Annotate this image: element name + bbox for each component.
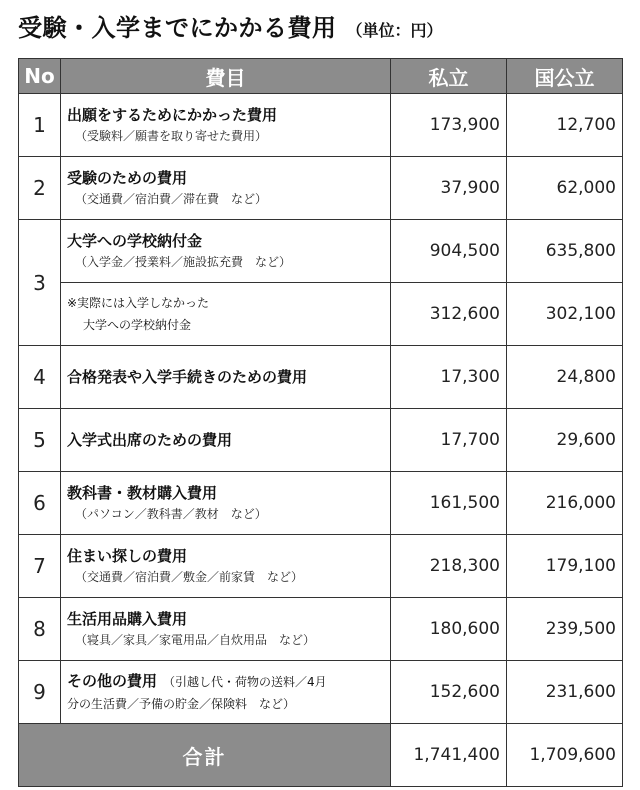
total-private: 1,741,400 <box>391 724 507 787</box>
item-title: 教科書・教材購入費用 <box>67 484 218 502</box>
header-private: 私立 <box>391 59 507 94</box>
public-cost: 12,700 <box>507 94 623 157</box>
item-title-line <box>67 670 384 693</box>
item-subtitle: （交通費／宿泊費／敷金／前家賃 など） <box>75 570 304 584</box>
header-item: 費目 <box>61 59 391 94</box>
private-cost: 17,300 <box>391 346 507 409</box>
table-row <box>19 598 623 661</box>
table-row <box>19 661 623 724</box>
item-title: 出願をするためにかかった費用 <box>67 106 278 124</box>
header-public: 国公立 <box>507 59 623 94</box>
title-text: 受験・入学までにかかる費用 <box>18 14 337 42</box>
private-cost: 37,900 <box>391 157 507 220</box>
unit-label: （単位：円） <box>346 21 443 40</box>
table-row <box>19 472 623 535</box>
cost-table <box>18 58 623 787</box>
item-subtitle: （寝具／家具／家電用品／自炊用品 など） <box>75 633 316 647</box>
item-subtitle: （パソコン／教科書／教材 など） <box>75 507 267 521</box>
item-title: 大学への学校納付金 <box>67 232 203 250</box>
row-item <box>61 94 391 157</box>
item-subtitle: 分の生活費／予備の貯金／保険料 など） <box>67 696 296 711</box>
item-subtitle: （交通費／宿泊費／滞在費 など） <box>75 192 268 206</box>
table-row <box>19 409 623 472</box>
total-label: 合計 <box>19 724 391 787</box>
item-title: 住まい探しの費用 <box>67 547 188 565</box>
public-cost: 231,600 <box>507 661 623 724</box>
private-cost: 17,700 <box>391 409 507 472</box>
row-no: 9 <box>19 661 61 724</box>
row-item <box>61 661 391 724</box>
private-cost: 161,500 <box>391 472 507 535</box>
public-cost: 216,000 <box>507 472 623 535</box>
table-row-note <box>19 283 623 346</box>
total-public: 1,709,600 <box>507 724 623 787</box>
item-title: 生活用品購入費用 <box>67 610 188 628</box>
table-row <box>19 94 623 157</box>
private-cost: 904,500 <box>391 220 507 283</box>
private-cost: 312,600 <box>391 283 507 346</box>
row-no: 8 <box>19 598 61 661</box>
item-title: 受験のための費用 <box>67 169 188 187</box>
row-no: 5 <box>19 409 61 472</box>
row-item <box>61 598 391 661</box>
private-cost: 152,600 <box>391 661 507 724</box>
item-title: 入学式出席のための費用 <box>67 431 233 449</box>
note-line-1: ※実際には入学しなかった <box>67 296 210 310</box>
public-cost: 62,000 <box>507 157 623 220</box>
table-row <box>19 346 623 409</box>
item-title: その他の費用 <box>67 671 158 690</box>
public-cost: 29,600 <box>507 409 623 472</box>
row-note <box>61 283 391 346</box>
public-cost: 179,100 <box>507 535 623 598</box>
row-item <box>61 535 391 598</box>
row-item <box>61 157 391 220</box>
header-no: No <box>19 59 61 94</box>
item-title: 合格発表や入学手続きのための費用 <box>67 368 308 386</box>
private-cost: 180,600 <box>391 598 507 661</box>
public-cost: 24,800 <box>507 346 623 409</box>
row-item <box>61 409 391 472</box>
private-cost: 218,300 <box>391 535 507 598</box>
total-row <box>19 724 623 787</box>
item-inline-note: （引越し代・荷物の送料／4月 <box>163 674 327 689</box>
row-no: 1 <box>19 94 61 157</box>
note-line-2: 大学への学校納付金 <box>83 318 192 332</box>
row-item <box>61 472 391 535</box>
row-no: 6 <box>19 472 61 535</box>
row-no: 7 <box>19 535 61 598</box>
table-row <box>19 220 623 283</box>
private-cost: 173,900 <box>391 94 507 157</box>
public-cost: 302,100 <box>507 283 623 346</box>
public-cost: 635,800 <box>507 220 623 283</box>
row-item <box>61 220 391 283</box>
page-title <box>18 8 443 48</box>
table-row <box>19 157 623 220</box>
row-no: 3 <box>19 220 61 346</box>
item-subtitle: （受験料／願書を取り寄せた費用） <box>75 129 268 143</box>
row-no: 4 <box>19 346 61 409</box>
item-subtitle: （入学金／授業料／施設拡充費 など） <box>75 255 292 269</box>
row-item <box>61 346 391 409</box>
public-cost: 239,500 <box>507 598 623 661</box>
table-row <box>19 535 623 598</box>
header-row <box>19 59 623 94</box>
row-no: 2 <box>19 157 61 220</box>
